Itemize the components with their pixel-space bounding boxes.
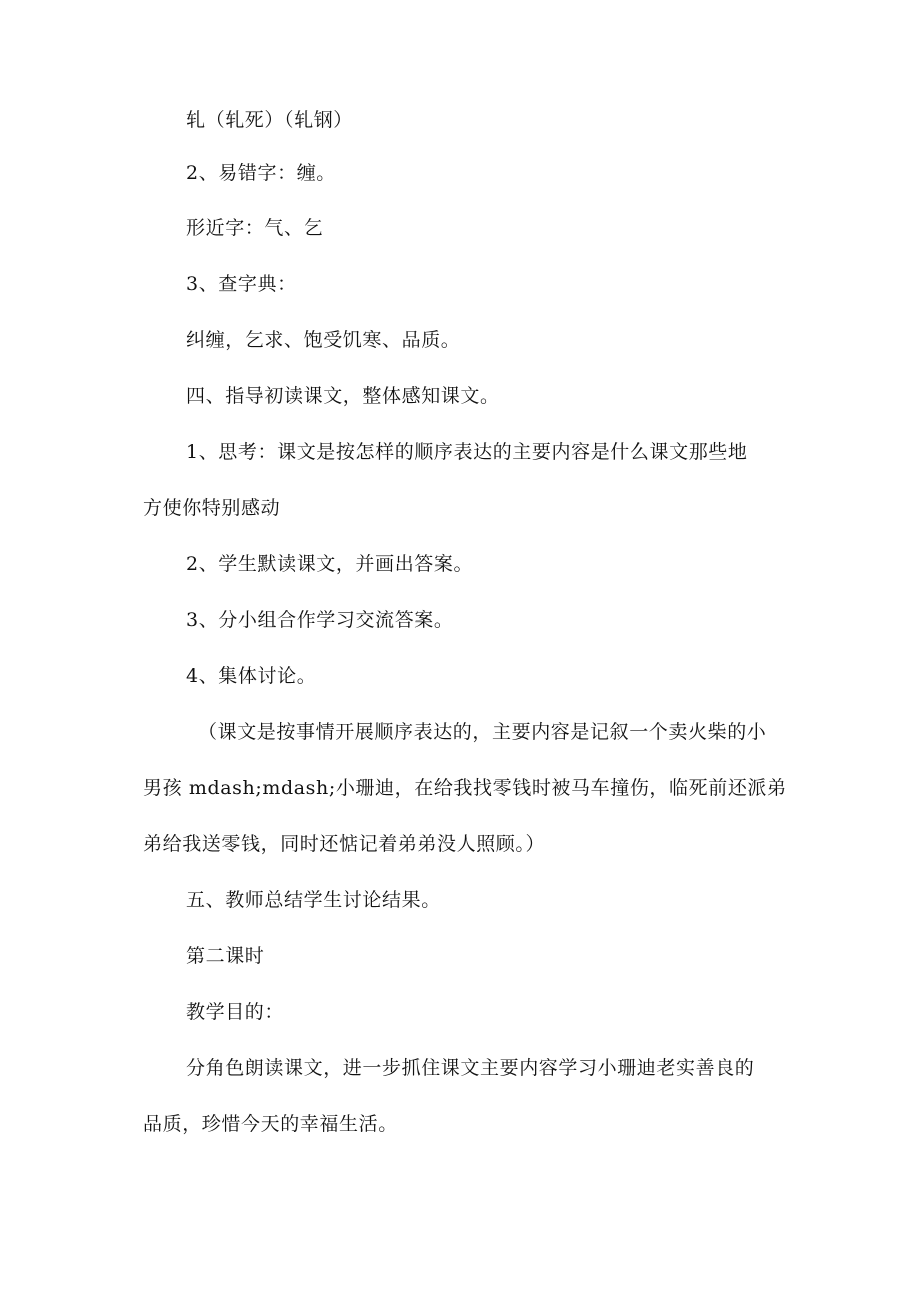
text-line: 3、查字典： — [186, 273, 297, 295]
text-line: 方使你特别感动 — [143, 497, 281, 519]
section-heading: 五、教师总结学生讨论结果。 — [186, 889, 441, 911]
text-line: 弟给我送零钱，同时还惦记着弟弟没人照顾。） — [143, 833, 546, 855]
text-line: 教学目的： — [186, 1001, 285, 1023]
text-line: 男孩 mdash;mdash;小珊迪，在给我找零钱时被马车撞伤，临死前还派弟 — [143, 777, 787, 799]
text-line: 1、思考：课文是按怎样的顺序表达的主要内容是什么课文那些地 — [186, 441, 748, 463]
text-line: 轧（轧死）（轧钢） — [186, 109, 353, 131]
text-line: 2、易错字：缠。 — [186, 162, 336, 184]
text-line: 分角色朗读课文，进一步抓住课文主要内容学习小珊迪老实善良的 — [186, 1057, 755, 1079]
text-line: 形近字：气、乞 — [186, 217, 324, 239]
text-line: 纠缠，乞求、饱受饥寒、品质。 — [186, 329, 461, 351]
text-line: （课文是按事情开展顺序表达的，主要内容是记叙一个卖火柴的小 — [198, 721, 767, 743]
text-line: 品质，珍惜今天的幸福生活。 — [143, 1113, 398, 1135]
text-line: 4、集体讨论。 — [186, 665, 317, 687]
section-heading: 四、指导初读课文，整体感知课文。 — [186, 385, 500, 407]
text-line: 2、学生默读课文，并画出答案。 — [186, 553, 474, 575]
text-line: 3、分小组合作学习交流答案。 — [186, 609, 454, 631]
lesson-heading: 第二课时 — [186, 945, 265, 967]
